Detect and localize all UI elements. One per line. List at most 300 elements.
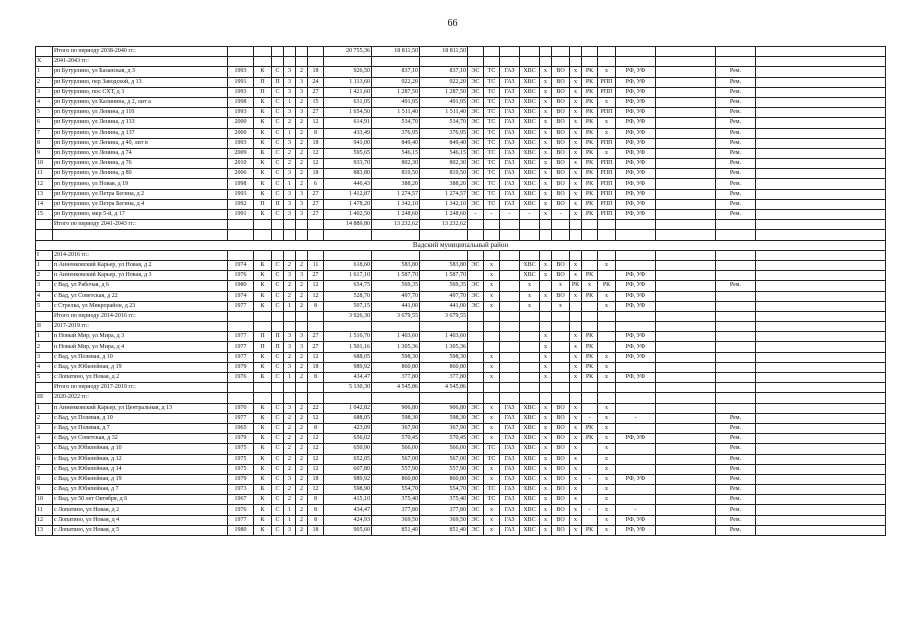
table-cell bbox=[716, 311, 756, 321]
address-cell: с Лопатино, ул Новая, д 5 bbox=[53, 525, 228, 535]
table-cell: ЭС bbox=[468, 291, 484, 301]
table-cell bbox=[570, 220, 582, 230]
table-cell: 569,35 bbox=[372, 281, 420, 291]
table-cell bbox=[540, 230, 552, 240]
table-cell bbox=[484, 220, 500, 230]
table-cell: ХВС bbox=[520, 169, 540, 179]
table-cell: К bbox=[254, 138, 272, 148]
table-cell bbox=[552, 311, 570, 321]
table-row bbox=[36, 301, 886, 311]
table-cell: РК bbox=[582, 373, 598, 383]
table-cell: 433,49 bbox=[324, 128, 372, 138]
table-cell: 906,80 bbox=[372, 403, 420, 413]
table-cell: РК bbox=[582, 169, 598, 179]
table-cell: х bbox=[570, 260, 582, 270]
table-cell: 2 bbox=[296, 179, 308, 189]
table-cell: 375,40 bbox=[420, 495, 468, 505]
table-cell: 656,02 bbox=[324, 434, 372, 444]
table-cell: ХВС bbox=[520, 179, 540, 189]
table-cell: С bbox=[272, 454, 284, 464]
table-cell: ГАЗ bbox=[500, 454, 520, 464]
table-cell bbox=[656, 159, 716, 169]
table-cell: 1993 bbox=[228, 67, 254, 77]
table-cell: х bbox=[484, 515, 500, 525]
table-cell: ВО bbox=[552, 505, 570, 515]
table-cell: РФ, УФ bbox=[616, 97, 656, 107]
address-cell: рп Бутурлино, ул Петра Бегина, д 2 bbox=[53, 189, 228, 199]
table-cell: Рем. bbox=[716, 179, 756, 189]
table-cell bbox=[500, 250, 520, 260]
table-cell bbox=[484, 383, 500, 393]
table-cell: 3 bbox=[284, 525, 296, 535]
table-cell bbox=[228, 322, 254, 332]
table-cell: 1 421,60 bbox=[324, 87, 372, 97]
table-cell: К bbox=[254, 444, 272, 454]
table-cell bbox=[656, 322, 716, 332]
table-cell: 1 bbox=[36, 67, 53, 77]
table-cell: 4 bbox=[36, 434, 53, 444]
subtotal-label: Итого по периоду 2041-2043 гг.: bbox=[53, 220, 228, 230]
table-cell bbox=[756, 352, 886, 362]
table-cell: х bbox=[570, 413, 582, 423]
table-cell: РФ, УФ bbox=[616, 342, 656, 352]
table-cell: 851,40 bbox=[372, 525, 420, 535]
table-row bbox=[36, 403, 886, 413]
table-cell bbox=[716, 291, 756, 301]
table-row bbox=[36, 67, 886, 77]
table-cell bbox=[552, 57, 570, 67]
table-cell bbox=[520, 230, 540, 240]
table-cell bbox=[616, 495, 656, 505]
table-cell: 2 bbox=[296, 515, 308, 525]
table-cell: х bbox=[598, 67, 616, 77]
table-cell: ХВС bbox=[520, 87, 540, 97]
table-cell: РФ, УФ bbox=[616, 159, 656, 169]
table-cell: х bbox=[582, 281, 598, 291]
table-cell bbox=[500, 291, 520, 301]
table-cell: П bbox=[272, 342, 284, 352]
table-cell: ХВС bbox=[520, 199, 540, 209]
table-cell: 2 bbox=[284, 434, 296, 444]
table-cell bbox=[228, 220, 254, 230]
table-cell bbox=[756, 322, 886, 332]
table-cell bbox=[756, 362, 886, 372]
table-cell: х bbox=[570, 291, 582, 301]
table-cell: ЭС bbox=[468, 474, 484, 484]
table-cell: ВО bbox=[552, 485, 570, 495]
table-cell bbox=[36, 230, 53, 240]
table-cell: 614,91 bbox=[324, 118, 372, 128]
table-cell bbox=[540, 301, 552, 311]
table-cell: 2 bbox=[284, 118, 296, 128]
table-cell: К bbox=[254, 352, 272, 362]
table-cell: - bbox=[582, 505, 598, 515]
table-cell: Рем. bbox=[716, 444, 756, 454]
table-cell bbox=[616, 464, 656, 474]
table-cell: х bbox=[570, 373, 582, 383]
table-cell: Рем. bbox=[716, 97, 756, 107]
table-cell bbox=[756, 301, 886, 311]
subtotal-value: 14 889,80 bbox=[324, 220, 372, 230]
table-cell: РПП bbox=[598, 159, 616, 169]
table-cell: х bbox=[570, 118, 582, 128]
table-cell: ВО bbox=[552, 189, 570, 199]
table-row bbox=[36, 128, 886, 138]
table-cell bbox=[582, 322, 598, 332]
table-cell: 1 501,16 bbox=[324, 342, 372, 352]
table-cell: ХВС bbox=[520, 118, 540, 128]
table-cell: 12 bbox=[308, 352, 324, 362]
table-cell: ХВС bbox=[520, 525, 540, 535]
table-row bbox=[36, 189, 886, 199]
table-cell: х bbox=[520, 301, 540, 311]
table-cell: 1970 bbox=[228, 403, 254, 413]
table-cell: 2 bbox=[296, 485, 308, 495]
table-cell bbox=[228, 311, 254, 321]
table-cell: РФ, УФ bbox=[616, 148, 656, 158]
table-row bbox=[36, 260, 886, 270]
table-cell bbox=[656, 210, 716, 220]
table-cell: С bbox=[272, 179, 284, 189]
table-cell: 2 bbox=[296, 291, 308, 301]
table-cell bbox=[656, 464, 716, 474]
table-cell bbox=[468, 57, 484, 67]
table-cell bbox=[616, 383, 656, 393]
table-cell: 1 587,70 bbox=[420, 271, 468, 281]
table-cell bbox=[484, 47, 500, 57]
table-cell bbox=[484, 332, 500, 342]
table-cell bbox=[716, 383, 756, 393]
table-cell bbox=[552, 362, 570, 372]
table-cell: 557,90 bbox=[372, 464, 420, 474]
table-cell bbox=[272, 250, 284, 260]
table-cell: х bbox=[598, 373, 616, 383]
table-cell bbox=[582, 311, 598, 321]
table-cell: Рем. bbox=[716, 169, 756, 179]
district-title: Вадский муниципальный район bbox=[36, 240, 886, 250]
table-cell: 1 248,60 bbox=[420, 210, 468, 220]
table-cell: 688,05 bbox=[324, 413, 372, 423]
table-row bbox=[36, 77, 886, 87]
table-cell: 2 bbox=[296, 423, 308, 433]
table-cell: 1 403,60 bbox=[420, 332, 468, 342]
table-cell bbox=[756, 148, 886, 158]
table-cell: РПП bbox=[598, 138, 616, 148]
table-cell: Рем. bbox=[716, 454, 756, 464]
table-cell bbox=[296, 311, 308, 321]
table-cell: 3 bbox=[296, 77, 308, 87]
table-cell bbox=[656, 220, 716, 230]
table-cell bbox=[656, 128, 716, 138]
table-row bbox=[36, 525, 886, 535]
table-cell: 1974 bbox=[228, 291, 254, 301]
table-cell bbox=[716, 47, 756, 57]
table-cell bbox=[570, 47, 582, 57]
table-cell: 434,47 bbox=[324, 373, 372, 383]
table-cell: 546,15 bbox=[420, 148, 468, 158]
table-cell: 554,70 bbox=[420, 485, 468, 495]
table-cell: 941,00 bbox=[324, 138, 372, 148]
table-cell: РПП bbox=[598, 210, 616, 220]
table-cell: РК bbox=[582, 179, 598, 189]
table-cell: 1 402,50 bbox=[324, 210, 372, 220]
table-cell: 388,20 bbox=[372, 179, 420, 189]
table-cell bbox=[656, 67, 716, 77]
table-cell bbox=[500, 342, 520, 352]
table-cell: РФ, УФ bbox=[616, 138, 656, 148]
table-cell: РК bbox=[598, 281, 616, 291]
table-cell bbox=[716, 301, 756, 311]
table-cell: С bbox=[272, 301, 284, 311]
address-cell: с Лопатино, ул Новая, д 2 bbox=[53, 373, 228, 383]
table-cell: 650,90 bbox=[324, 444, 372, 454]
table-cell: ТС bbox=[484, 495, 500, 505]
table-cell: ВО bbox=[552, 454, 570, 464]
table-cell: 933,70 bbox=[324, 159, 372, 169]
table-cell: РФ, УФ bbox=[616, 515, 656, 525]
address-cell: с Стрелка, ул Микрорайон, д 23 bbox=[53, 301, 228, 311]
table-cell: РФ, УФ bbox=[616, 434, 656, 444]
table-cell: С bbox=[272, 128, 284, 138]
table-cell: ЭС bbox=[468, 515, 484, 525]
table-cell bbox=[372, 57, 420, 67]
table-cell bbox=[520, 383, 540, 393]
table-cell: Рем. bbox=[716, 423, 756, 433]
table-cell: ЭС bbox=[468, 413, 484, 423]
table-cell: ЭС bbox=[468, 128, 484, 138]
table-cell bbox=[552, 322, 570, 332]
table-cell: ХВС bbox=[520, 454, 540, 464]
table-cell bbox=[296, 393, 308, 403]
table-cell: 1 bbox=[284, 301, 296, 311]
table-cell bbox=[484, 393, 500, 403]
table-cell: х bbox=[540, 332, 552, 342]
table-cell bbox=[716, 393, 756, 403]
table-cell bbox=[500, 230, 520, 240]
table-cell: РФ, УФ bbox=[616, 271, 656, 281]
table-cell: х bbox=[540, 525, 552, 535]
table-cell: С bbox=[272, 495, 284, 505]
table-cell bbox=[308, 57, 324, 67]
table-cell: К bbox=[254, 464, 272, 474]
table-cell bbox=[656, 505, 716, 515]
table-cell bbox=[616, 403, 656, 413]
table-cell bbox=[616, 47, 656, 57]
table-cell: 906,80 bbox=[420, 403, 468, 413]
table-cell: 1979 bbox=[228, 362, 254, 372]
table-cell: 1993 bbox=[228, 87, 254, 97]
table-cell bbox=[296, 220, 308, 230]
table-cell: х bbox=[570, 362, 582, 372]
table-cell bbox=[656, 373, 716, 383]
table-cell: РФ, УФ bbox=[616, 291, 656, 301]
table-cell bbox=[616, 444, 656, 454]
table-cell: ЭС bbox=[468, 138, 484, 148]
table-cell: 12 bbox=[308, 118, 324, 128]
table-cell bbox=[468, 220, 484, 230]
table-cell: С bbox=[272, 108, 284, 118]
address-cell: с Вад, ул Советская, д 32 bbox=[53, 434, 228, 444]
table-cell: - bbox=[520, 210, 540, 220]
table-cell bbox=[656, 423, 716, 433]
table-cell bbox=[582, 301, 598, 311]
table-cell: РПП bbox=[598, 179, 616, 189]
period-number: II bbox=[36, 322, 53, 332]
table-cell: ЭС bbox=[468, 423, 484, 433]
table-cell: 1 617,10 bbox=[324, 271, 372, 281]
table-cell bbox=[484, 322, 500, 332]
table-cell: 1 403,60 bbox=[372, 332, 420, 342]
table-cell: х bbox=[570, 423, 582, 433]
table-cell: 567,00 bbox=[372, 454, 420, 464]
table-cell: 2 bbox=[296, 118, 308, 128]
table-cell bbox=[656, 281, 716, 291]
table-cell: 2 bbox=[296, 159, 308, 169]
table-cell: 3 bbox=[36, 423, 53, 433]
table-cell: 27 bbox=[308, 332, 324, 342]
table-cell: 688,05 bbox=[324, 352, 372, 362]
table-cell: ЭС bbox=[468, 179, 484, 189]
table-cell: 583,80 bbox=[372, 260, 420, 270]
address-cell: п Анненковский Карьер, ул Новая, д 3 bbox=[53, 271, 228, 281]
table-cell bbox=[272, 383, 284, 393]
table-cell: ЭС bbox=[468, 260, 484, 270]
table-cell: 926,50 bbox=[324, 67, 372, 77]
table-cell: 1977 bbox=[228, 515, 254, 525]
table-cell bbox=[36, 383, 53, 393]
table-cell bbox=[540, 322, 552, 332]
table-cell: К bbox=[254, 148, 272, 158]
address-cell: рп Бутурлино, ул Ленина, д 133 bbox=[53, 118, 228, 128]
table-cell: 1980 bbox=[228, 281, 254, 291]
table-cell bbox=[756, 57, 886, 67]
table-cell bbox=[656, 47, 716, 57]
table-cell: х bbox=[540, 373, 552, 383]
table-cell bbox=[616, 322, 656, 332]
table-cell: 24 bbox=[308, 77, 324, 87]
table-cell: 18 bbox=[308, 67, 324, 77]
table-cell: ГАЗ bbox=[500, 403, 520, 413]
table-cell bbox=[308, 311, 324, 321]
table-cell: 1 412,87 bbox=[324, 189, 372, 199]
table-cell: 2 bbox=[296, 128, 308, 138]
table-cell bbox=[598, 393, 616, 403]
table-cell bbox=[756, 515, 886, 525]
table-cell bbox=[656, 474, 716, 484]
table-cell bbox=[500, 393, 520, 403]
table-cell bbox=[656, 148, 716, 158]
table-cell bbox=[656, 495, 716, 505]
table-cell: ТС bbox=[484, 169, 500, 179]
table-cell: Рем. bbox=[716, 118, 756, 128]
table-cell bbox=[598, 271, 616, 281]
table-cell bbox=[296, 230, 308, 240]
table-cell: 8 bbox=[308, 505, 324, 515]
table-cell bbox=[284, 220, 296, 230]
table-cell: 12 bbox=[36, 515, 53, 525]
period-header-row bbox=[36, 57, 886, 67]
table-cell: 1 bbox=[36, 260, 53, 270]
table-cell: х bbox=[540, 108, 552, 118]
table-cell bbox=[598, 383, 616, 393]
table-cell: К bbox=[254, 373, 272, 383]
table-cell: 595,65 bbox=[324, 148, 372, 158]
table-row bbox=[36, 474, 886, 484]
table-cell bbox=[582, 454, 598, 464]
table-cell: 12 bbox=[308, 291, 324, 301]
table-cell: 2 bbox=[284, 281, 296, 291]
table-cell: х bbox=[570, 97, 582, 107]
table-cell: 1992 bbox=[228, 199, 254, 209]
table-cell bbox=[598, 332, 616, 342]
table-cell: 1979 bbox=[228, 434, 254, 444]
table-cell: 3 bbox=[284, 169, 296, 179]
table-cell bbox=[372, 230, 420, 240]
table-cell: 3 bbox=[284, 67, 296, 77]
table-cell: 377,80 bbox=[372, 373, 420, 383]
table-cell: 2 bbox=[296, 403, 308, 413]
period-header-row bbox=[36, 322, 886, 332]
table-cell bbox=[656, 515, 716, 525]
table-cell: 1976 bbox=[228, 373, 254, 383]
table-cell: х bbox=[540, 260, 552, 270]
table-cell: Рем. bbox=[716, 505, 756, 515]
table-cell: РК bbox=[582, 525, 598, 535]
table-cell: 1 274,57 bbox=[372, 189, 420, 199]
table-cell: х bbox=[570, 77, 582, 87]
table-cell: 1 305,36 bbox=[372, 342, 420, 352]
table-cell: ХВС bbox=[520, 434, 540, 444]
table-cell bbox=[598, 322, 616, 332]
table-cell: РПП bbox=[598, 189, 616, 199]
address-cell: рп Бутурлино, пос СХТ, д 3 bbox=[53, 87, 228, 97]
table-cell: х bbox=[570, 474, 582, 484]
table-cell: 11 bbox=[308, 260, 324, 270]
table-cell bbox=[484, 311, 500, 321]
table-cell: х bbox=[540, 464, 552, 474]
table-row bbox=[36, 169, 886, 179]
table-cell: РК bbox=[582, 87, 598, 97]
table-cell: 8 bbox=[308, 301, 324, 311]
table-cell: РК bbox=[582, 210, 598, 220]
table-cell: 1 287,50 bbox=[420, 87, 468, 97]
table-cell: х bbox=[540, 413, 552, 423]
table-cell bbox=[308, 250, 324, 260]
address-cell: с Вад, ул Юбилейная, д 12 bbox=[53, 454, 228, 464]
table-row bbox=[36, 148, 886, 158]
table-cell bbox=[582, 220, 598, 230]
table-cell bbox=[296, 383, 308, 393]
table-cell: х bbox=[540, 159, 552, 169]
table-cell: 819,50 bbox=[420, 169, 468, 179]
table-cell bbox=[756, 77, 886, 87]
table-cell: ЭС bbox=[468, 403, 484, 413]
table-cell bbox=[552, 220, 570, 230]
table-cell: х bbox=[598, 118, 616, 128]
table-cell bbox=[582, 250, 598, 260]
table-cell: 12 bbox=[36, 179, 53, 189]
table-cell: С bbox=[272, 373, 284, 383]
table-cell: х bbox=[540, 474, 552, 484]
table-cell bbox=[756, 413, 886, 423]
table-cell bbox=[598, 250, 616, 260]
table-cell bbox=[552, 342, 570, 352]
table-cell bbox=[716, 220, 756, 230]
address-cell: с Вад, ул Советская, д 22 bbox=[53, 291, 228, 301]
table-cell: ВО bbox=[552, 159, 570, 169]
table-cell bbox=[656, 525, 716, 535]
table-cell: 2 bbox=[296, 505, 308, 515]
